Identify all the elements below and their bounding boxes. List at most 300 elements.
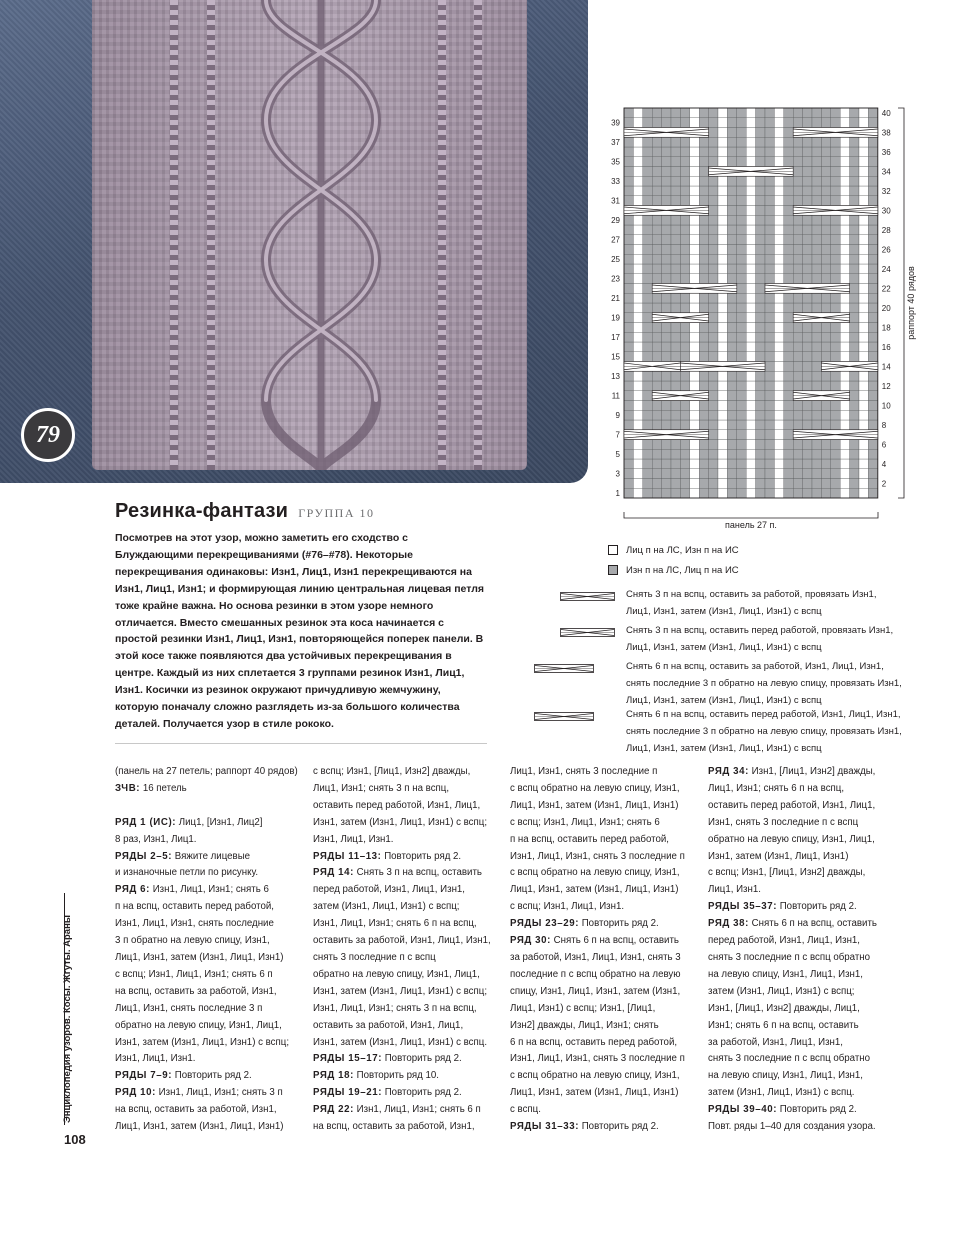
chart-cell	[868, 157, 877, 167]
chart-cell	[643, 293, 652, 303]
legend-text-line: Снять 6 п на вспц, оставить перед работой, Изн1, Лиц1, Изн1,	[626, 709, 901, 720]
chart-cell	[652, 157, 661, 167]
chart-cell	[643, 323, 652, 333]
chart-cell	[737, 245, 746, 255]
chart-cell	[812, 176, 821, 186]
chart-cell	[850, 147, 859, 157]
chart-cell	[718, 157, 727, 167]
chart-cell	[831, 323, 840, 333]
chart-cell	[643, 245, 652, 255]
legend-text	[626, 658, 946, 709]
chart-cell	[793, 108, 802, 118]
chart-cell	[680, 371, 689, 381]
chart-cell	[718, 352, 727, 362]
rib-column	[207, 0, 215, 470]
chart-cell	[643, 410, 652, 420]
chart-cell	[671, 332, 680, 342]
chart-cell	[680, 176, 689, 186]
chart-cell	[803, 245, 812, 255]
chart-cell	[746, 410, 755, 420]
chart-cell	[643, 371, 652, 381]
chart-cell	[633, 215, 642, 225]
instruction-line	[708, 849, 908, 866]
instruction-text: с вспц обратно на левую спицу, Изн1,	[510, 1070, 680, 1082]
chart-cell	[850, 410, 859, 420]
row-number: 31	[611, 196, 620, 206]
chart-cell	[793, 342, 802, 352]
chart-cell	[812, 332, 821, 342]
row-label: РЯД 14:	[313, 867, 354, 879]
chart-cell	[774, 245, 783, 255]
row-number: 9	[615, 411, 620, 421]
chart-cell	[746, 430, 755, 440]
row-label: РЯДЫ 23–29:	[510, 918, 580, 930]
chart-cell	[633, 245, 642, 255]
row-instruction	[115, 1068, 300, 1085]
chart-cell	[718, 118, 727, 128]
chart-cell	[718, 323, 727, 333]
chart-cell	[812, 371, 821, 381]
chart-cell	[850, 157, 859, 167]
chart-cell	[821, 196, 830, 206]
chart-cell	[709, 332, 718, 342]
chart-cell	[718, 440, 727, 450]
chart-cell	[680, 332, 689, 342]
chart-cell	[633, 381, 642, 391]
chart-cell	[624, 381, 633, 391]
chart-cell	[643, 118, 652, 128]
chart-cell	[803, 108, 812, 118]
chart-cell	[709, 128, 718, 138]
page-title: Резинка-фантази	[115, 500, 289, 522]
legend-text-line: снять последние 3 п обратно на левую спицу, провязать Изн1,	[626, 726, 902, 737]
instruction-line	[510, 764, 695, 781]
chart-cell	[699, 186, 708, 196]
chart-cell	[765, 186, 774, 196]
chart-cell	[652, 176, 661, 186]
instruction-text: Снять 3 п на вспц, оставить	[353, 867, 482, 879]
chart-cell	[765, 196, 774, 206]
row-number: 24	[881, 264, 891, 274]
chart-cell	[774, 303, 783, 313]
chart-cell	[718, 186, 727, 196]
chart-cell	[624, 196, 633, 206]
chart-cell	[868, 254, 877, 264]
chart-cell	[784, 293, 793, 303]
chart-cell	[652, 245, 661, 255]
chart-cell	[652, 342, 661, 352]
chart-cell	[643, 108, 652, 118]
instruction-line	[708, 1068, 908, 1085]
chart-cell	[727, 352, 736, 362]
chart-cell	[690, 449, 699, 459]
chart-cell	[812, 440, 821, 450]
instruction-line	[115, 899, 300, 916]
instruction-text: на вспц, оставить за работой, Изн1,	[115, 1104, 277, 1116]
chart-cell	[868, 108, 877, 118]
chart-cell	[756, 303, 765, 313]
instruction-line	[510, 1068, 695, 1085]
chart-cell	[718, 430, 727, 440]
legend-text-line: Лиц1, Изн1, затем (Изн1, Лиц1, Изн1) с вспц	[626, 695, 822, 706]
chart-cell	[671, 371, 680, 381]
chart-cell	[746, 371, 755, 381]
instruction-line	[115, 1102, 300, 1119]
chart-cell	[746, 245, 755, 255]
chart-cell	[727, 332, 736, 342]
chart-cell	[690, 186, 699, 196]
cable-3-back-icon	[560, 590, 615, 599]
instruction-line	[510, 1102, 695, 1119]
chart-cell	[850, 332, 859, 342]
chart-cell	[671, 274, 680, 284]
chart-cell	[859, 147, 868, 157]
chart-cell	[793, 449, 802, 459]
chart-cell	[624, 469, 633, 479]
chart-cell	[746, 235, 755, 245]
chart-cell	[662, 274, 671, 284]
chart-cell	[774, 352, 783, 362]
chart-cell	[831, 488, 840, 498]
chart-cell	[652, 147, 661, 157]
chart-cell	[737, 108, 746, 118]
chart-cell	[718, 342, 727, 352]
legend-text-line: Снять 3 п на вспц, оставить перед работой, провязать Изн1,	[626, 625, 894, 636]
chart-cell	[803, 342, 812, 352]
chart-cell	[680, 479, 689, 489]
chart-cell	[727, 479, 736, 489]
chart-cell	[709, 391, 718, 401]
chart-cell	[680, 303, 689, 313]
chart-cell	[643, 449, 652, 459]
instruction-text: с вспц; Изн1, Лиц1, Изн1.	[510, 901, 625, 913]
chart-cell	[850, 381, 859, 391]
chart-cell	[821, 303, 830, 313]
chart-cell	[868, 420, 877, 430]
chart-cell	[671, 459, 680, 469]
chart-cell	[633, 440, 642, 450]
chart-cell	[840, 264, 849, 274]
row-number: 36	[881, 147, 891, 157]
legend-text-line: Снять 3 п на вспц, оставить за работой, провязать Изн1,	[626, 589, 877, 600]
chart-cell	[812, 215, 821, 225]
chart-cell	[831, 215, 840, 225]
chart-cell	[737, 440, 746, 450]
legend-text-line: Лиц1, Изн1, затем (Изн1, Лиц1, Изн1) с вспц	[626, 606, 822, 617]
chart-cell	[850, 391, 859, 401]
row-label: РЯДЫ 7–9:	[115, 1070, 173, 1082]
chart-cell	[765, 401, 774, 411]
chart-cell	[680, 108, 689, 118]
chart-cell	[793, 225, 802, 235]
chart-cell	[699, 108, 708, 118]
instruction-line	[510, 882, 695, 899]
chart-cell	[652, 254, 661, 264]
chart-cell	[812, 157, 821, 167]
legend-text	[626, 586, 946, 620]
chart-cell	[859, 391, 868, 401]
chart-cell	[737, 391, 746, 401]
instruction-line	[510, 832, 695, 849]
chart-cell	[671, 235, 680, 245]
chart-cell	[868, 459, 877, 469]
chart-cell	[765, 235, 774, 245]
chart-cell	[624, 225, 633, 235]
chart-cell	[737, 449, 746, 459]
instruction-line	[313, 798, 498, 815]
chart-cell	[624, 147, 633, 157]
chart-cell	[746, 479, 755, 489]
instruction-line	[708, 832, 908, 849]
chart-cell	[868, 176, 877, 186]
chart-cell	[859, 371, 868, 381]
instruction-line	[510, 849, 695, 866]
chart-cell	[756, 391, 765, 401]
instruction-text: Повторить ряд 2.	[777, 1104, 857, 1116]
chart-cell	[690, 293, 699, 303]
chart-cell	[840, 245, 849, 255]
chart-cell	[709, 371, 718, 381]
instruction-line	[708, 967, 908, 984]
chart-cell	[784, 254, 793, 264]
chart-cell	[774, 381, 783, 391]
chart-cell	[727, 440, 736, 450]
chart-cell	[756, 401, 765, 411]
chart-cell	[633, 157, 642, 167]
chart-cell	[709, 488, 718, 498]
chart-cell	[859, 284, 868, 294]
chart-cell	[737, 303, 746, 313]
chart-cell	[690, 381, 699, 391]
chart-cell	[737, 430, 746, 440]
instruction-text: спицу, Изн1, Лиц1, Изн1, затем (Изн1,	[510, 985, 681, 997]
chart-cell	[793, 274, 802, 284]
chart-cell	[737, 186, 746, 196]
chart-cell	[746, 254, 755, 264]
instruction-line	[708, 1085, 908, 1102]
row-number: 26	[881, 245, 891, 255]
chart-cell	[690, 332, 699, 342]
chart-cell	[850, 264, 859, 274]
row-number: 35	[611, 157, 620, 167]
chart-cell	[718, 274, 727, 284]
row-number: 13	[611, 372, 620, 382]
chart-cell	[652, 459, 661, 469]
chart-cell	[868, 215, 877, 225]
chart-cell	[718, 108, 727, 118]
chart-cell	[727, 108, 736, 118]
chart-cell	[793, 264, 802, 274]
row-label: РЯДЫ 39–40:	[708, 1104, 778, 1116]
instruction-line	[115, 832, 300, 849]
chart-cell	[765, 225, 774, 235]
legend-text-line: Лиц1, Изн1, затем (Изн1, Лиц1, Изн1) с вспц	[626, 642, 822, 653]
chart-cell	[699, 215, 708, 225]
chart-cell	[812, 342, 821, 352]
chart-cell	[662, 332, 671, 342]
chart-cell	[868, 245, 877, 255]
chart-cell	[680, 254, 689, 264]
chart-cell	[850, 420, 859, 430]
chart-cell	[774, 391, 783, 401]
chart-cell	[633, 167, 642, 177]
chart-cell	[690, 274, 699, 284]
intro-paragraph: Посмотрев на этот узор, можно заметить его сходство с Блуждающими перекрещиваниями (#76–#78). Некоторые перекрещивания одинаковы: Изн1, Лиц1, Изн1 перекрещиваются на Изн1, Лиц1, Изн1; и формирующая линию центральная лицевая петля тоже крайне важна. Но основа резинки в этом узоре немного отличается. Вместо смешанных резинок эта коса начинается с простой резинки Изн1, Лиц1, Изн1, повторяющейся поперек панели. В этой косе также появляются два устойчивых перекрещивания в центре. Каждый из них сплетается 3 группами резинок Изн1, Лиц1, Изн1. Косички из резинок окружают причудливую жемчужину, которую поначалу сложно разглядеть из-за большого количества деталей. Получается узор в стиле рококо.	[115, 532, 485, 730]
chart-cell	[840, 167, 849, 177]
chart-cell	[680, 167, 689, 177]
chart-cell	[718, 449, 727, 459]
chart-cell	[652, 303, 661, 313]
instruction-line	[708, 950, 908, 967]
chart-cell	[727, 420, 736, 430]
chart-cell	[803, 323, 812, 333]
instruction-line	[510, 899, 695, 916]
chart-cell	[671, 167, 680, 177]
instruction-line	[115, 933, 300, 950]
instruction-text: Изн1; снять 6 п на вспц, оставить	[708, 1019, 859, 1031]
chart-cell	[680, 274, 689, 284]
chart-cell	[850, 245, 859, 255]
chart-cell	[821, 479, 830, 489]
chart-cell	[709, 303, 718, 313]
instruction-text: Повторить ряд 2.	[381, 850, 462, 862]
chart-cell	[690, 167, 699, 177]
chart-cell	[812, 323, 821, 333]
instruction-text: Изн1, Лиц1, Изн1; снять 6	[150, 884, 269, 896]
chart-cell	[784, 420, 793, 430]
instruction-text: Изн1, затем (Изн1, Лиц1, Изн1)	[708, 850, 849, 862]
chart-cell	[868, 323, 877, 333]
chart-cell	[859, 196, 868, 206]
chart-cell	[718, 410, 727, 420]
row-number: 6	[881, 440, 887, 450]
chart-cell	[765, 303, 774, 313]
instruction-line	[115, 984, 300, 1001]
chart-cell	[793, 235, 802, 245]
chart-cell	[756, 206, 765, 216]
chart-cell	[821, 352, 830, 362]
chart-cell	[680, 488, 689, 498]
cable-6-front-icon	[534, 710, 594, 719]
chart-cell	[746, 449, 755, 459]
chart-cell	[671, 420, 680, 430]
chart-cell	[746, 225, 755, 235]
chart-cell	[671, 147, 680, 157]
chart-cell	[662, 479, 671, 489]
row-number: 8	[881, 420, 887, 430]
chart-cell	[765, 274, 774, 284]
chart-cell	[718, 303, 727, 313]
chart-cell	[633, 235, 642, 245]
chart-cell	[727, 342, 736, 352]
instruction-text: Изн1, [Лиц1, Изн2] дважды, Лиц1,	[708, 1002, 860, 1014]
chart-cell	[765, 420, 774, 430]
chart-cell	[840, 449, 849, 459]
row-number: 7	[615, 430, 620, 440]
chart-cell	[812, 420, 821, 430]
chart-cell	[737, 479, 746, 489]
chart-cell	[662, 303, 671, 313]
chart-cell	[812, 264, 821, 274]
chart-cell	[737, 128, 746, 138]
chart-cell	[662, 420, 671, 430]
chart-cell	[727, 157, 736, 167]
chart-cell	[699, 225, 708, 235]
chart-cell	[859, 274, 868, 284]
chart-cell	[784, 459, 793, 469]
chart-cell	[680, 401, 689, 411]
chart-cell	[821, 157, 830, 167]
rib-column	[438, 0, 446, 470]
instruction-line	[510, 815, 695, 832]
instructions-column-3	[510, 764, 695, 1136]
chart-cell	[859, 488, 868, 498]
chart-cell	[793, 440, 802, 450]
chart-cell	[831, 420, 840, 430]
chart-cell	[690, 371, 699, 381]
chart-cell	[662, 118, 671, 128]
chart-cell	[821, 167, 830, 177]
chart-cell	[859, 352, 868, 362]
chart-cell	[727, 430, 736, 440]
chart-cell	[756, 245, 765, 255]
instruction-text: Лиц1, Изн1, снять последние 3 п	[115, 1002, 263, 1014]
chart-cell	[624, 420, 633, 430]
chart-cell	[671, 479, 680, 489]
chart-cell	[831, 401, 840, 411]
chart-cell	[718, 479, 727, 489]
chart-cell	[652, 108, 661, 118]
chart-cell	[774, 410, 783, 420]
chart-cell	[699, 332, 708, 342]
chart-cell	[746, 206, 755, 216]
chart-cell	[784, 381, 793, 391]
chart-cell	[803, 479, 812, 489]
chart-cell	[671, 469, 680, 479]
instruction-line	[313, 1018, 498, 1035]
chart-cell	[699, 176, 708, 186]
row-instruction	[708, 899, 908, 916]
chart-cell	[756, 215, 765, 225]
chart-cell	[624, 342, 633, 352]
chart-cell	[774, 488, 783, 498]
chart-cell	[803, 264, 812, 274]
chart-cell	[774, 235, 783, 245]
chart-cell	[652, 352, 661, 362]
chart-cell	[727, 176, 736, 186]
chart-cell	[821, 137, 830, 147]
chart-cell	[662, 167, 671, 177]
chart-cell	[624, 410, 633, 420]
row-instruction	[313, 1068, 498, 1085]
chart-cell	[652, 488, 661, 498]
chart-cell	[793, 381, 802, 391]
chart-cell	[699, 118, 708, 128]
chart-cell	[859, 469, 868, 479]
instruction-text: оставить за работой, Изн1, Лиц1,	[313, 1019, 464, 1031]
chart-cell	[821, 401, 830, 411]
chart-cell	[831, 176, 840, 186]
chart-cell	[793, 215, 802, 225]
chart-cell	[718, 225, 727, 235]
chart-cell	[831, 410, 840, 420]
instruction-line	[313, 950, 498, 967]
chart-cell	[709, 323, 718, 333]
instruction-line	[510, 984, 695, 1001]
chart-cell	[737, 323, 746, 333]
chart-cell	[859, 323, 868, 333]
instruction-line	[313, 933, 498, 950]
